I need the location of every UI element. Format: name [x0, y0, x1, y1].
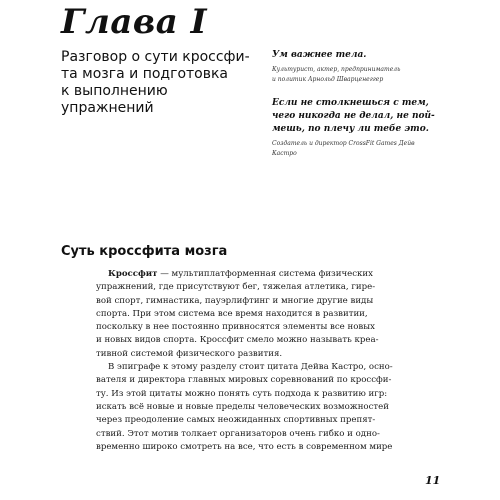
epigraph-quote — [272, 49, 472, 62]
epigraph-author — [272, 65, 472, 85]
paragraph-line: искать всё новые и новые пределы человеческих возможностей — [96, 401, 389, 412]
section-heading: Суть кроссфита мозга — [61, 244, 228, 259]
subtitle-line: упражнений — [61, 100, 154, 116]
epigraph — [272, 97, 472, 159]
subtitle-line: та мозга и подготовка — [61, 66, 229, 82]
paragraph-line: через преодоление самых неожиданных спортивных препят- — [96, 415, 376, 426]
paragraph-line: поскольку в нее постоянно привносятся элементы все новых — [96, 322, 375, 333]
quote-line: Если не столкнешься с тем, — [272, 98, 429, 108]
chapter-subtitle — [61, 49, 256, 117]
paragraph-line: В эпиграфе к этому разделу стоит цитата Дейва Кастро, осно- — [108, 362, 393, 373]
author-line: Кастро — [272, 150, 297, 157]
author-line: Создатель и директор CrossFit Games Дейв — [272, 140, 415, 147]
paragraph-line: вателя и директора главных мировых соревнований по кроссфи- — [96, 375, 392, 386]
paragraph-line: ту. Из этой цитаты можно понять суть подхода к развитию игр: — [96, 388, 388, 399]
paragraph-line: временно широко смотреть на все, что есть в современном мире — [96, 441, 393, 452]
page-number: 11 — [425, 474, 441, 487]
author-line: Культурист, актер, предприниматель — [272, 66, 401, 73]
paragraph-line: спорта. При этом система все время находится в развитии, — [96, 308, 368, 319]
quote-line: чего никогда не делал, не пой- — [272, 111, 435, 121]
epigraph-author — [272, 139, 472, 159]
paragraph-line: упражнений, где присутствуют бег, тяжелая атлетика, гире- — [96, 282, 376, 293]
quote-line: мешь, по плечу ли тебе это. — [272, 124, 429, 134]
quote-line: Ум важнее тела. — [272, 50, 367, 60]
epigraph-quote — [272, 97, 472, 136]
paragraph-line: вой спорт, гимнастика, пауэрлифтинг и многие другие виды — [96, 295, 374, 306]
epigraphs — [272, 49, 472, 159]
subtitle-line: Разговор о сути кроссфи- — [61, 49, 250, 65]
paragraph-line: тивной системой физического развития. — [96, 348, 283, 359]
paragraph-line: и новых видов спорта. Кроссфит смело можно называть креа- — [96, 335, 379, 346]
term-crossfit: Кроссфит — [108, 269, 158, 279]
body-text — [96, 268, 416, 454]
paragraph-line — [96, 268, 416, 281]
epigraph — [272, 49, 472, 85]
chapter-title: Глава I — [61, 2, 207, 42]
paragraph-line: ствий. Этот мотив толкает организаторов очень гибко и одно- — [96, 428, 380, 439]
subtitle-line: к выполнению — [61, 83, 168, 99]
paragraph-line-rest: — мультиплатформенная система физических — [157, 269, 373, 279]
author-line: и политик Арнольд Шварценеггер — [272, 76, 384, 83]
